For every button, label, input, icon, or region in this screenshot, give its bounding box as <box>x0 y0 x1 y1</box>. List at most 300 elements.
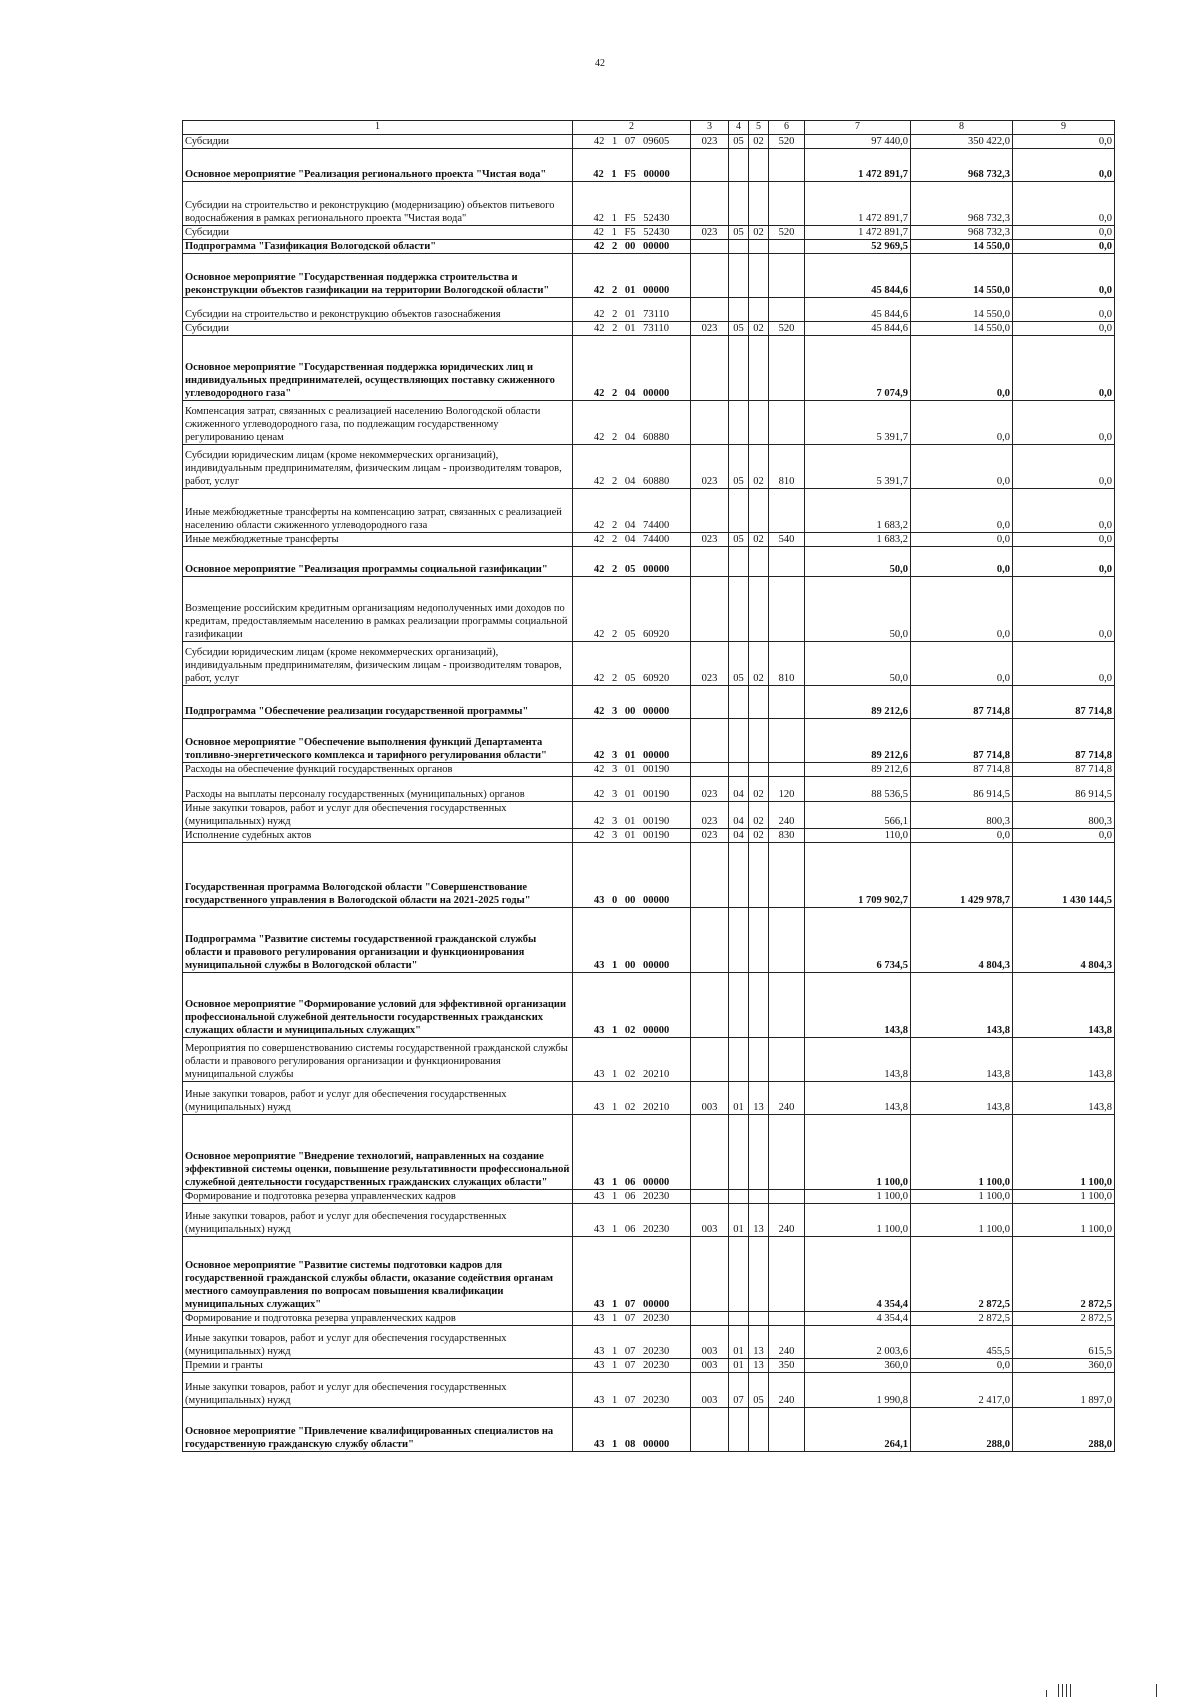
section-code <box>729 1038 749 1082</box>
subsection-code <box>749 240 769 254</box>
amount-col-9: 0,0 <box>1013 829 1115 843</box>
ministry-code <box>691 336 729 401</box>
amount-col-7: 45 844,6 <box>805 254 911 298</box>
section-code: 05 <box>729 322 749 336</box>
table-row <box>183 149 1115 182</box>
expense-type-code <box>769 254 805 298</box>
amount-col-7: 50,0 <box>805 547 911 577</box>
expense-type-code: 240 <box>769 802 805 829</box>
section-code <box>729 298 749 322</box>
amount-col-9: 360,0 <box>1013 1359 1115 1373</box>
item-name: Основное мероприятие "Государственная поддержка строительства и реконструкции объектов газификации на территории Вологодской области" <box>183 254 573 298</box>
amount-col-9: 1 897,0 <box>1013 1373 1115 1408</box>
subsection-code <box>749 182 769 226</box>
expense-type-code: 520 <box>769 322 805 336</box>
ministry-code <box>691 763 729 777</box>
ministry-code: 023 <box>691 642 729 686</box>
amount-col-7: 45 844,6 <box>805 322 911 336</box>
expense-type-code: 520 <box>769 135 805 149</box>
subsection-code: 02 <box>749 642 769 686</box>
amount-col-9: 0,0 <box>1013 577 1115 642</box>
item-name: Возмещение российским кредитным организациям недополученных ими доходов по кредитам, предоставляемым населению в рамках реализации программы социальной газификации <box>183 577 573 642</box>
ministry-code: 023 <box>691 829 729 843</box>
amount-col-9: 0,0 <box>1013 240 1115 254</box>
target-code: 42 3 01 00190 <box>573 802 691 829</box>
expense-type-code <box>769 843 805 908</box>
target-code: 42 1 F5 52430 <box>573 182 691 226</box>
subsection-code: 02 <box>749 445 769 489</box>
amount-col-8: 2 872,5 <box>911 1312 1013 1326</box>
target-code: 43 1 02 00000 <box>573 973 691 1038</box>
section-code <box>729 149 749 182</box>
target-code: 42 3 00 00000 <box>573 686 691 719</box>
amount-col-9: 1 100,0 <box>1013 1204 1115 1237</box>
ministry-code <box>691 719 729 763</box>
section-code: 04 <box>729 802 749 829</box>
ministry-code: 023 <box>691 445 729 489</box>
amount-col-9: 0,0 <box>1013 298 1115 322</box>
header-cell-5: 5 <box>749 121 769 135</box>
item-name: Мероприятия по совершенствованию системы государственной гражданской службы области и правового регулирования организации и функционирования муниципальной службы <box>183 1038 573 1082</box>
ministry-code: 023 <box>691 226 729 240</box>
expense-type-code <box>769 719 805 763</box>
amount-col-7: 1 100,0 <box>805 1190 911 1204</box>
section-code <box>729 240 749 254</box>
amount-col-8: 87 714,8 <box>911 686 1013 719</box>
subsection-code <box>749 577 769 642</box>
table-row <box>183 226 1115 240</box>
amount-col-8: 0,0 <box>911 336 1013 401</box>
section-code <box>729 489 749 533</box>
target-code: 43 1 07 20230 <box>573 1326 691 1359</box>
expense-type-code: 350 <box>769 1359 805 1373</box>
amount-col-9: 87 714,8 <box>1013 763 1115 777</box>
amount-col-8: 14 550,0 <box>911 240 1013 254</box>
amount-col-8: 288,0 <box>911 1408 1013 1452</box>
target-code: 42 2 04 60880 <box>573 401 691 445</box>
subsection-code: 02 <box>749 802 769 829</box>
item-name: Основное мероприятие "Внедрение технологий, направленных на создание эффективной системы оценки, повышение результативности профессиональной служебной деятельности государственных гражданских служащих области" <box>183 1115 573 1190</box>
target-code: 42 2 05 00000 <box>573 547 691 577</box>
expense-type-code: 830 <box>769 829 805 843</box>
table-row <box>183 777 1115 802</box>
amount-col-7: 4 354,4 <box>805 1237 911 1312</box>
item-name: Основное мероприятие "Реализация программы социальной газификации" <box>183 547 573 577</box>
expense-type-code <box>769 182 805 226</box>
ministry-code <box>691 489 729 533</box>
subsection-code <box>749 973 769 1038</box>
table-row <box>183 336 1115 401</box>
ministry-code: 003 <box>691 1359 729 1373</box>
target-code: 42 2 01 00000 <box>573 254 691 298</box>
ministry-code <box>691 1408 729 1452</box>
target-code: 42 2 04 60880 <box>573 445 691 489</box>
amount-col-8: 86 914,5 <box>911 777 1013 802</box>
target-code: 42 2 04 74400 <box>573 533 691 547</box>
section-code: 05 <box>729 642 749 686</box>
target-code: 42 2 05 60920 <box>573 642 691 686</box>
ministry-code <box>691 149 729 182</box>
target-code: 43 1 08 00000 <box>573 1408 691 1452</box>
expense-type-code <box>769 973 805 1038</box>
subsection-code <box>749 547 769 577</box>
ministry-code <box>691 298 729 322</box>
amount-col-7: 50,0 <box>805 577 911 642</box>
ministry-code <box>691 240 729 254</box>
subsection-code: 02 <box>749 322 769 336</box>
target-code: 42 3 01 00190 <box>573 763 691 777</box>
table-row <box>183 135 1115 149</box>
section-code: 05 <box>729 135 749 149</box>
amount-col-8: 14 550,0 <box>911 254 1013 298</box>
table-row <box>183 829 1115 843</box>
expense-type-code: 520 <box>769 226 805 240</box>
target-code: 43 1 06 00000 <box>573 1115 691 1190</box>
ministry-code: 003 <box>691 1373 729 1408</box>
table-row <box>183 843 1115 908</box>
expense-type-code <box>769 240 805 254</box>
amount-col-8: 143,8 <box>911 973 1013 1038</box>
section-code <box>729 1312 749 1326</box>
amount-col-9: 0,0 <box>1013 533 1115 547</box>
table-body <box>183 135 1115 1452</box>
header-cell-9: 9 <box>1013 121 1115 135</box>
subsection-code <box>749 908 769 973</box>
section-code: 05 <box>729 445 749 489</box>
amount-col-7: 89 212,6 <box>805 719 911 763</box>
amount-col-8: 968 732,3 <box>911 226 1013 240</box>
amount-col-8: 143,8 <box>911 1038 1013 1082</box>
target-code: 42 2 04 00000 <box>573 336 691 401</box>
amount-col-7: 1 472 891,7 <box>805 226 911 240</box>
ministry-code <box>691 577 729 642</box>
amount-col-9: 143,8 <box>1013 973 1115 1038</box>
target-code: 42 1 07 09605 <box>573 135 691 149</box>
target-code: 42 3 01 00190 <box>573 777 691 802</box>
amount-col-9: 0,0 <box>1013 322 1115 336</box>
item-name: Иные закупки товаров, работ и услуг для обеспечения государственных (муниципальных) нужд <box>183 1082 573 1115</box>
table-row <box>183 1204 1115 1237</box>
expense-type-code <box>769 1408 805 1452</box>
amount-col-8: 4 804,3 <box>911 908 1013 973</box>
table-row <box>183 1237 1115 1312</box>
item-name: Субсидии <box>183 322 573 336</box>
table-row <box>183 686 1115 719</box>
item-name: Основное мероприятие "Государственная поддержка юридических лиц и индивидуальных предпринимателей, осуществляющих поставку сжиженного углеводородного газа" <box>183 336 573 401</box>
amount-col-9: 86 914,5 <box>1013 777 1115 802</box>
item-name: Субсидии <box>183 226 573 240</box>
target-code: 43 0 00 00000 <box>573 843 691 908</box>
subsection-code <box>749 1312 769 1326</box>
ministry-code <box>691 1237 729 1312</box>
amount-col-8: 968 732,3 <box>911 182 1013 226</box>
amount-col-7: 360,0 <box>805 1359 911 1373</box>
amount-col-7: 7 074,9 <box>805 336 911 401</box>
table-row <box>183 240 1115 254</box>
table-row <box>183 763 1115 777</box>
amount-col-9: 0,0 <box>1013 135 1115 149</box>
target-code: 42 2 00 00000 <box>573 240 691 254</box>
header-cell-4: 4 <box>729 121 749 135</box>
table-row <box>183 973 1115 1038</box>
item-name: Иные закупки товаров, работ и услуг для обеспечения государственных (муниципальных) нужд <box>183 1204 573 1237</box>
expense-type-code <box>769 1237 805 1312</box>
amount-col-8: 14 550,0 <box>911 298 1013 322</box>
header-cell-7: 7 <box>805 121 911 135</box>
header-row <box>183 121 1115 135</box>
subsection-code <box>749 686 769 719</box>
ministry-code <box>691 547 729 577</box>
expense-type-code <box>769 489 805 533</box>
expense-type-code: 240 <box>769 1326 805 1359</box>
subsection-code: 13 <box>749 1326 769 1359</box>
amount-col-7: 566,1 <box>805 802 911 829</box>
amount-col-7: 1 683,2 <box>805 489 911 533</box>
amount-col-9: 143,8 <box>1013 1082 1115 1115</box>
section-code: 04 <box>729 777 749 802</box>
subsection-code <box>749 1190 769 1204</box>
table-row <box>183 322 1115 336</box>
header-cell-3: 3 <box>691 121 729 135</box>
amount-col-7: 52 969,5 <box>805 240 911 254</box>
header-cell-1: 1 <box>183 121 573 135</box>
expense-type-code <box>769 149 805 182</box>
amount-col-8: 14 550,0 <box>911 322 1013 336</box>
amount-col-9: 0,0 <box>1013 182 1115 226</box>
section-code: 01 <box>729 1082 749 1115</box>
section-code <box>729 577 749 642</box>
expense-type-code <box>769 1190 805 1204</box>
subsection-code <box>749 843 769 908</box>
section-code <box>729 336 749 401</box>
subsection-code <box>749 149 769 182</box>
amount-col-7: 4 354,4 <box>805 1312 911 1326</box>
section-code <box>729 686 749 719</box>
amount-col-8: 968 732,3 <box>911 149 1013 182</box>
amount-col-8: 87 714,8 <box>911 719 1013 763</box>
subsection-code <box>749 1038 769 1082</box>
amount-col-8: 0,0 <box>911 829 1013 843</box>
amount-col-9: 2 872,5 <box>1013 1312 1115 1326</box>
ministry-code <box>691 686 729 719</box>
table-row <box>183 1038 1115 1082</box>
expense-type-code <box>769 336 805 401</box>
table-row <box>183 908 1115 973</box>
ministry-code: 023 <box>691 322 729 336</box>
amount-col-9: 0,0 <box>1013 547 1115 577</box>
amount-col-9: 0,0 <box>1013 254 1115 298</box>
table-row <box>183 182 1115 226</box>
amount-col-7: 5 391,7 <box>805 445 911 489</box>
amount-col-9: 0,0 <box>1013 401 1115 445</box>
amount-col-8: 1 100,0 <box>911 1204 1013 1237</box>
table-row <box>183 1408 1115 1452</box>
amount-col-7: 2 003,6 <box>805 1326 911 1359</box>
item-name: Основное мероприятие "Развитие системы подготовки кадров для государственной гражданской службы области, оказание содействия органам местного самоуправления по вопросам повышения квалификации муниципальных служащих" <box>183 1237 573 1312</box>
amount-col-7: 1 472 891,7 <box>805 182 911 226</box>
item-name: Подпрограмма "Обеспечение реализации государственной программы" <box>183 686 573 719</box>
subsection-code <box>749 1115 769 1190</box>
expense-type-code <box>769 577 805 642</box>
item-name: Подпрограмма "Газификация Вологодской области" <box>183 240 573 254</box>
table-row <box>183 445 1115 489</box>
expense-type-code <box>769 1038 805 1082</box>
target-code: 42 1 F5 00000 <box>573 149 691 182</box>
amount-col-8: 87 714,8 <box>911 763 1013 777</box>
amount-col-7: 1 100,0 <box>805 1115 911 1190</box>
ministry-code <box>691 401 729 445</box>
subsection-code <box>749 719 769 763</box>
amount-col-7: 143,8 <box>805 1082 911 1115</box>
item-name: Иные межбюджетные трансферты <box>183 533 573 547</box>
subsection-code <box>749 336 769 401</box>
target-code: 43 1 07 20230 <box>573 1312 691 1326</box>
item-name: Премии и гранты <box>183 1359 573 1373</box>
amount-col-8: 800,3 <box>911 802 1013 829</box>
ministry-code <box>691 1038 729 1082</box>
header-cell-6: 6 <box>769 121 805 135</box>
ministry-code: 023 <box>691 777 729 802</box>
section-code: 05 <box>729 533 749 547</box>
amount-col-8: 0,0 <box>911 577 1013 642</box>
section-code: 01 <box>729 1326 749 1359</box>
ministry-code <box>691 1115 729 1190</box>
subsection-code: 02 <box>749 226 769 240</box>
item-name: Основное мероприятие "Привлечение квалифицированных специалистов на государственную гражданскую службу области" <box>183 1408 573 1452</box>
expense-type-code: 540 <box>769 533 805 547</box>
section-code: 05 <box>729 226 749 240</box>
ministry-code <box>691 254 729 298</box>
table-row <box>183 1115 1115 1190</box>
ministry-code: 023 <box>691 135 729 149</box>
target-code: 42 2 01 73110 <box>573 322 691 336</box>
expense-type-code: 240 <box>769 1373 805 1408</box>
item-name: Основное мероприятие "Реализация регионального проекта "Чистая вода" <box>183 149 573 182</box>
amount-col-8: 0,0 <box>911 547 1013 577</box>
subsection-code <box>749 489 769 533</box>
section-code <box>729 1115 749 1190</box>
amount-col-8: 455,5 <box>911 1326 1013 1359</box>
item-name: Иные закупки товаров, работ и услуг для обеспечения государственных (муниципальных) нужд <box>183 1373 573 1408</box>
ministry-code: 003 <box>691 1204 729 1237</box>
amount-col-7: 89 212,6 <box>805 686 911 719</box>
amount-col-9: 87 714,8 <box>1013 719 1115 763</box>
item-name: Субсидии юридическим лицам (кроме некоммерческих организаций), индивидуальным предпринимателям, физическим лицам - производителям товаров, работ, услуг <box>183 642 573 686</box>
ministry-code: 023 <box>691 533 729 547</box>
target-code: 43 1 00 00000 <box>573 908 691 973</box>
section-code: 07 <box>729 1373 749 1408</box>
amount-col-7: 45 844,6 <box>805 298 911 322</box>
amount-col-7: 1 472 891,7 <box>805 149 911 182</box>
section-code <box>729 401 749 445</box>
item-name: Компенсация затрат, связанных с реализацией населению Вологодской области сжиженного углеводородного газа, по подлежащим государственному регулированию ценам <box>183 401 573 445</box>
item-name: Подпрограмма "Развитие системы государственной гражданской службы области и правового регулирования организации и функционирования муниципальной службы в Вологодской области" <box>183 908 573 973</box>
section-code <box>729 1408 749 1452</box>
subsection-code: 13 <box>749 1082 769 1115</box>
subsection-code: 02 <box>749 777 769 802</box>
table-row <box>183 298 1115 322</box>
amount-col-8: 350 422,0 <box>911 135 1013 149</box>
amount-col-9: 288,0 <box>1013 1408 1115 1452</box>
subsection-code: 02 <box>749 829 769 843</box>
item-name: Государственная программа Вологодской области "Совершенствование государственного управления в Вологодской области на 2021-2025 годы" <box>183 843 573 908</box>
ministry-code: 023 <box>691 802 729 829</box>
amount-col-9: 0,0 <box>1013 489 1115 533</box>
subsection-code: 02 <box>749 533 769 547</box>
subsection-code: 13 <box>749 1359 769 1373</box>
table-row <box>183 489 1115 533</box>
expense-type-code <box>769 1312 805 1326</box>
target-code: 43 1 07 20230 <box>573 1373 691 1408</box>
amount-col-9: 0,0 <box>1013 445 1115 489</box>
table-row <box>183 1312 1115 1326</box>
target-code: 42 2 04 74400 <box>573 489 691 533</box>
section-code <box>729 763 749 777</box>
item-name: Основное мероприятие "Формирование условий для эффективной организации профессиональной служебной деятельности государственных гражданских служащих области и муниципальных служащих" <box>183 973 573 1038</box>
page-number: 42 <box>595 58 605 69</box>
amount-col-8: 0,0 <box>911 445 1013 489</box>
amount-col-7: 97 440,0 <box>805 135 911 149</box>
section-code: 01 <box>729 1204 749 1237</box>
target-code: 43 1 07 00000 <box>573 1237 691 1312</box>
expense-type-code <box>769 763 805 777</box>
expense-type-code <box>769 686 805 719</box>
amount-col-9: 0,0 <box>1013 336 1115 401</box>
section-code <box>729 1237 749 1312</box>
amount-col-7: 264,1 <box>805 1408 911 1452</box>
section-code <box>729 182 749 226</box>
table-row <box>183 401 1115 445</box>
amount-col-7: 1 709 902,7 <box>805 843 911 908</box>
amount-col-7: 143,8 <box>805 1038 911 1082</box>
expense-type-code <box>769 298 805 322</box>
section-code: 04 <box>729 829 749 843</box>
item-name: Иные закупки товаров, работ и услуг для обеспечения государственных (муниципальных) нужд <box>183 802 573 829</box>
target-code: 43 1 06 20230 <box>573 1190 691 1204</box>
subsection-code: 02 <box>749 135 769 149</box>
header-cell-2: 2 <box>573 121 691 135</box>
expense-type-code <box>769 1115 805 1190</box>
amount-col-8: 143,8 <box>911 1082 1013 1115</box>
target-code: 43 1 02 20210 <box>573 1038 691 1082</box>
target-code: 42 3 01 00000 <box>573 719 691 763</box>
table-row <box>183 533 1115 547</box>
amount-col-7: 50,0 <box>805 642 911 686</box>
subsection-code <box>749 401 769 445</box>
expense-type-code <box>769 908 805 973</box>
ministry-code <box>691 182 729 226</box>
section-code <box>729 1190 749 1204</box>
item-name: Основное мероприятие "Обеспечение выполнения функций Департамента топливно-энергетического комплекса и тарифного регулирования области" <box>183 719 573 763</box>
section-code <box>729 719 749 763</box>
target-code: 42 1 F5 52430 <box>573 226 691 240</box>
amount-col-9: 0,0 <box>1013 642 1115 686</box>
amount-col-7: 5 391,7 <box>805 401 911 445</box>
target-code: 42 3 01 00190 <box>573 829 691 843</box>
expense-type-code: 810 <box>769 445 805 489</box>
budget-table <box>182 120 1115 1452</box>
ministry-code: 003 <box>691 1082 729 1115</box>
item-name: Расходы на выплаты персоналу государственных (муниципальных) органов <box>183 777 573 802</box>
table-row <box>183 1373 1115 1408</box>
item-name: Субсидии на строительство и реконструкцию (модернизацию) объектов питьевого водоснабжения в рамках регионального проекта "Чистая вода" <box>183 182 573 226</box>
expense-type-code <box>769 401 805 445</box>
amount-col-9: 4 804,3 <box>1013 908 1115 973</box>
item-name: Исполнение судебных актов <box>183 829 573 843</box>
section-code <box>729 547 749 577</box>
ministry-code <box>691 843 729 908</box>
table-row <box>183 547 1115 577</box>
